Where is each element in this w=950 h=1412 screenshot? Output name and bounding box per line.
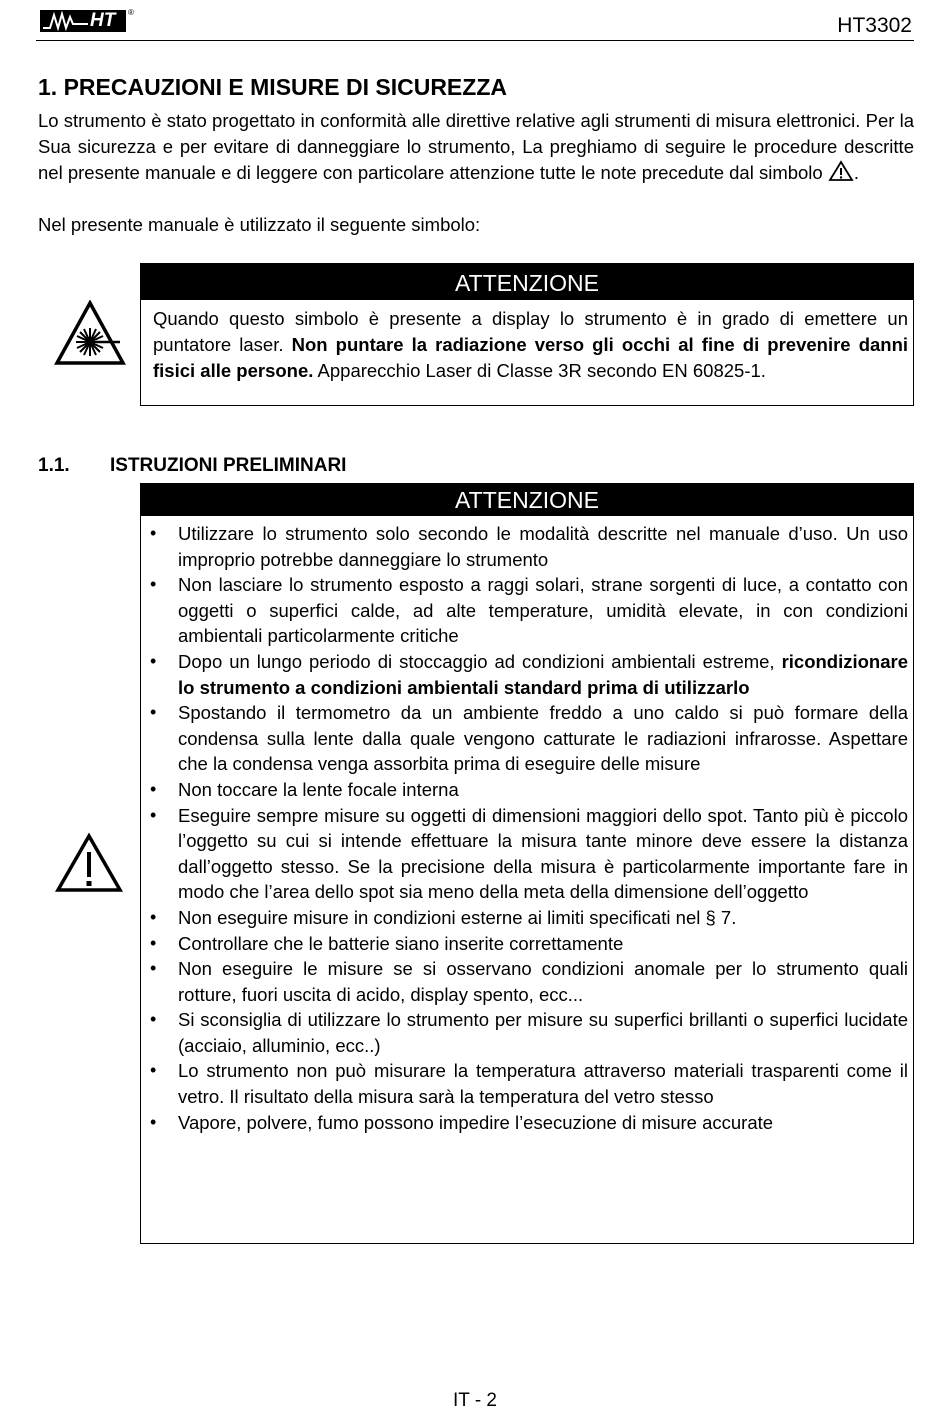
instruction-list	[141, 518, 913, 1135]
list-item: • Si sconsiglia di utilizzare lo strumento per misure su superfici brillanti o superfici lucidate (acciaio, alluminio, ecc..)	[141, 1007, 908, 1058]
list-item: • Non eseguire le misure se si osservano condizioni anomale per lo strumento quali rotture, fuori uscita di acido, display spento, ecc...	[141, 956, 908, 1007]
laser-warning-bold: Non puntare la radiazione verso gli occhi al fine di prevenire danni fisici alle persone.	[153, 334, 909, 381]
preliminary-attention-box	[140, 483, 914, 1244]
warning-triangle-icon	[828, 160, 854, 182]
list-item: • Non toccare la lente focale interna	[141, 777, 908, 803]
page-header	[36, 4, 914, 41]
section-title: 1. PRECAUZIONI E MISURE DI SICUREZZA	[38, 74, 507, 100]
attention-header: ATTENZIONE	[141, 264, 913, 302]
caution-triangle-icon	[54, 832, 124, 894]
list-item: • Non lasciare lo strumento esposto a raggi solari, strane sorgenti di luce, a contatto con oggetti o superfici calde, ad alte temperature, umidità elevate, in con condizioni ambientali particolarmente critiche	[141, 572, 908, 649]
list-item: • Utilizzare lo strumento solo secondo le modalità descritte nel manuale d’uso. Un uso improprio potrebbe danneggiare lo strumento	[141, 521, 908, 572]
laser-warning-text: Quando questo simbolo è presente a display lo strumento è in grado di emettere un puntatore laser. Non puntare la radiazione verso gli occhi al fine di prevenire danni fisici alle persone. Apparecchio Laser di Classe 3R secondo EN 60825-1.	[153, 308, 909, 381]
list-item: • Non eseguire misure in condizioni esterne ai limiti specificati nel § 7.	[141, 905, 908, 931]
logo-text: HT	[90, 10, 116, 31]
model-number: HT3302	[837, 14, 912, 37]
list-item: • Vapore, polvere, fumo possono impedire l’esecuzione di misure accurate	[141, 1110, 908, 1136]
laser-attention-box	[140, 263, 914, 406]
ht-logo	[40, 10, 126, 32]
laser-warning-icon	[54, 300, 126, 366]
list-item: • Controllare che le batterie siano inserite correttamente	[141, 931, 908, 957]
subsection-title: ISTRUZIONI PRELIMINARI	[110, 455, 347, 476]
list-item: • Spostando il termometro da un ambiente freddo a uno caldo si può formare della condensa sulla lente dalla quale vengono catturate le radiazioni infrarosse. Aspettare che la condensa venga assorbita prima di eseguire delle misure	[141, 700, 908, 777]
intro-end: .	[853, 162, 859, 183]
intro-symbol-line: Nel presente manuale è utilizzato il seguente simbolo:	[38, 214, 481, 235]
intro-text: Lo strumento è stato progettato in conformità alle direttive relative agli strumenti di misura elettronici. Per la Sua sicurezza e per evitare di danneggiare lo strumento, La preghiamo di seguire le procedure descritte nel presente manuale e di leggere con particolare attenzione tutte le note precedute dal simbolo	[38, 110, 914, 183]
list-item: • Dopo un lungo periodo di stoccaggio ad condizioni ambientali estreme, ricondizionare lo strumento a condizioni ambientali standard prima di utilizzarlo	[141, 649, 908, 700]
registered-mark: ®	[128, 8, 134, 17]
lightning-logo-icon	[42, 11, 90, 31]
list-item: • Eseguire sempre misure su oggetti di dimensioni maggiori dello spot. Tanto più è piccolo l’oggetto su cui si intende effettuare la misura tante minore deve essere la distanza dall’oggetto stesso. Se la precisione della misura è particolarmente importante fare in modo che l’area dello spot sia meno della meta della dimensione dell’oggetto	[141, 803, 908, 905]
list-item: • Lo strumento non può misurare la temperatura attraverso materiali trasparenti come il vetro. Il risultato della misura sarà la temperatura del vetro stesso	[141, 1058, 908, 1109]
intro-paragraph	[38, 108, 914, 186]
attention-header: ATTENZIONE	[141, 484, 913, 518]
subsection-number: 1.1.	[38, 455, 70, 476]
page-number: IT - 2	[453, 1390, 497, 1411]
